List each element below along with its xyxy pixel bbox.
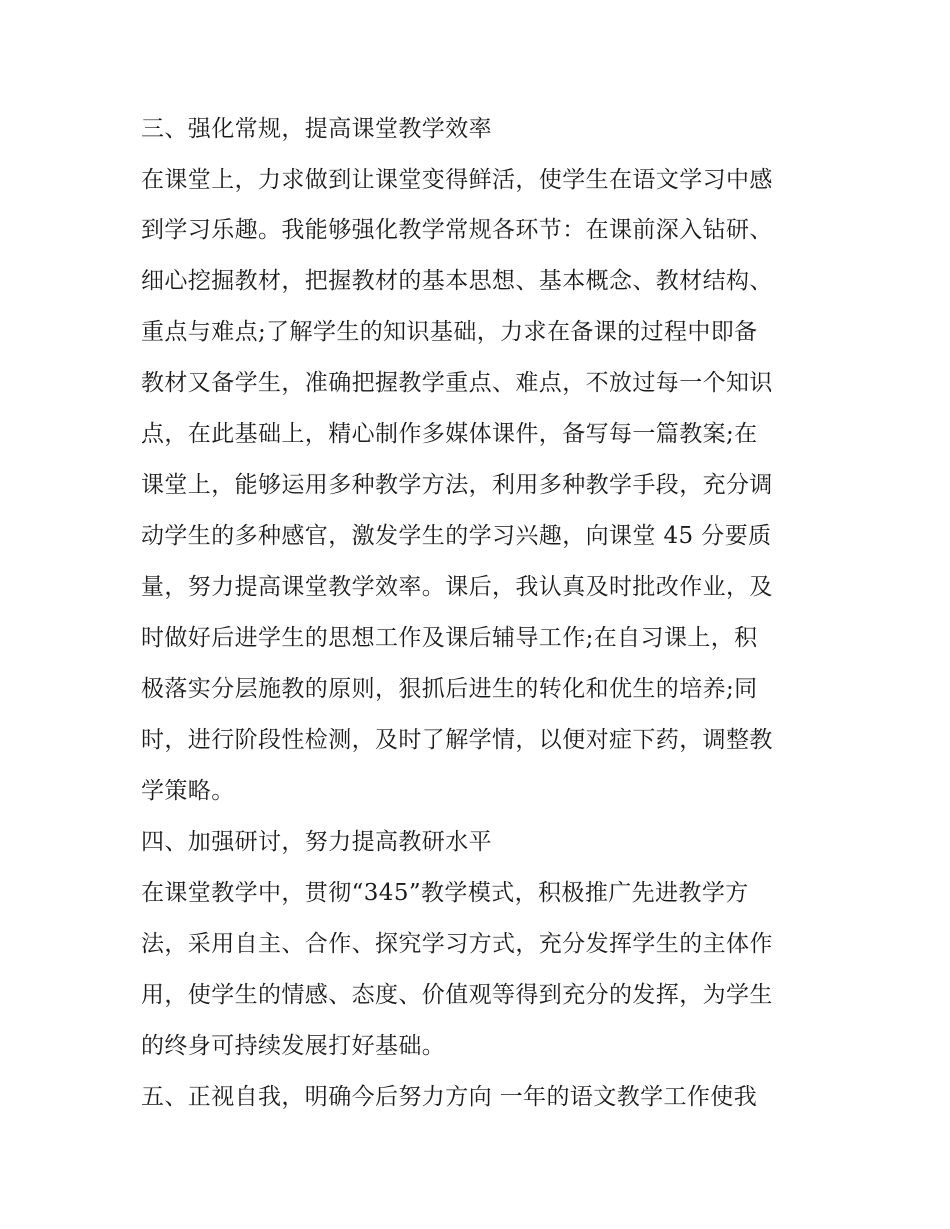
paragraph-line: 教材又备学生，准确把握教学重点、难点，不放过每一个知识 [141, 370, 773, 396]
paragraph-line: 极落实分层施教的原则，狠抓后进生的转化和优生的培养;同 [141, 676, 758, 702]
paragraph-line: 课堂上，能够运用多种教学方法，利用多种教学手段，充分调 [141, 472, 773, 498]
paragraph-line: 重点与难点;了解学生的知识基础，力求在备课的过程中即备 [141, 319, 758, 345]
paragraph-line: 时，进行阶段性检测，及时了解学情，以便对症下药，调整教 [141, 727, 773, 753]
paragraph-line: 用，使学生的情感、态度、价值观等得到充分的发挥，为学生 [141, 982, 773, 1008]
heading-section-4: 四、加强研讨，努力提高教研水平 [141, 829, 492, 855]
paragraph-line: 在课堂上，力求做到让课堂变得鲜活，使学生在语文学习中感 [141, 167, 773, 193]
paragraph-line: 学策略。 [141, 778, 235, 804]
heading-section-5: 五、正视自我，明确今后努力方向 一年的语文教学工作使我 [141, 1084, 758, 1110]
paragraph-line: 动学生的多种感官，激发学生的学习兴趣，向课堂 45 分要质 [141, 523, 772, 549]
paragraph-line: 的终身可持续发展打好基础。 [141, 1033, 446, 1059]
paragraph-line: 法，采用自主、合作、探究学习方式，充分发挥学生的主体作 [141, 931, 773, 957]
paragraph-line: 时做好后进学生的思想工作及课后辅导工作;在自习课上，积 [141, 625, 758, 651]
paragraph-line: 量，努力提高课堂教学效率。课后，我认真及时批改作业，及 [141, 574, 773, 600]
paragraph-line: 到学习乐趣。我能够强化教学常规各环节：在课前深入钻研、 [141, 217, 773, 243]
heading-section-3: 三、强化常规，提高课堂教学效率 [141, 116, 492, 142]
paragraph-line: 点，在此基础上，精心制作多媒体课件，备写每一篇教案;在 [141, 421, 758, 447]
paragraph-line: 在课堂教学中，贯彻“345”教学模式，积极推广先进教学方 [141, 880, 749, 906]
paragraph-line: 细心挖掘教材，把握教材的基本思想、基本概念、教材结构、 [141, 268, 773, 294]
